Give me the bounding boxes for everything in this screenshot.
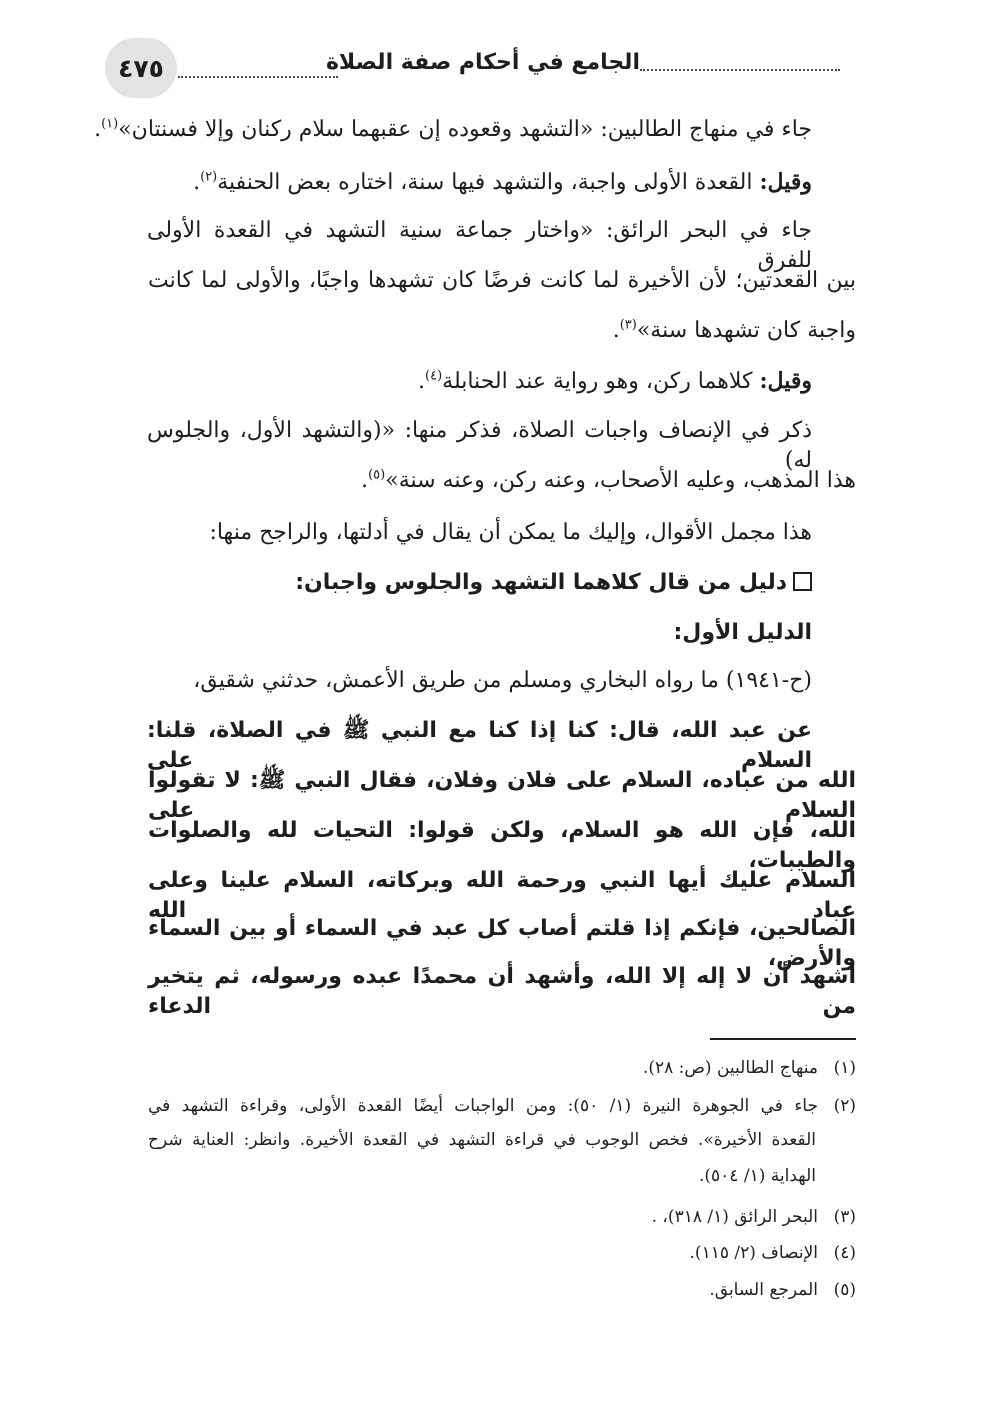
footnote-ref: (٤) [425,368,443,384]
hadith-line-6: أشهد أن لا إله إلا الله، وأشهد أن محمدًا عبده ورسوله، ثم يتخير من الدعاء [148,964,856,1019]
text: . [193,170,201,195]
header-leader-right [640,69,840,71]
footnote-ref: (٢) [200,169,218,185]
footnote-number: (١) [833,1058,856,1078]
text: دليل من قال كلاهما التشهد والجلوس واجبان: [295,570,787,595]
footnote-text: منهاج الطالبين (ص: ٢٨). [642,1058,818,1078]
text: . [418,369,426,394]
text: . [612,318,620,343]
page-number-badge [105,38,177,98]
header-leader-left [178,76,338,78]
section-heading [295,568,812,598]
body-line-5 [613,316,856,346]
text: واجبة كان تشهدها سنة» [636,318,856,343]
text: هذا المذهب، وعليه الأصحاب، وعنه ركن، وعنه سنة» [385,468,856,493]
hadith-line-3: الله، فإن الله هو السلام، ولكن قولوا: التحيات لله والصلوات والطيبات، [148,818,856,873]
body-line-3: جاء في البحر الرائق: «واختار جماعة سنية التشهد في القعدة الأولى للفرق [147,218,812,273]
footnote-2-cont-2: الهداية (١/ ٥٠٤). [698,1166,816,1186]
hadith-line-1: عن عبد الله، قال: كنا إذا كنا مع النبي ﷺ في الصلاة، قلنا: السلام على [147,718,812,773]
body-line-8 [361,466,856,496]
footnote-3 [148,1203,856,1231]
text: كلاهما ركن، وهو رواية عند الحنابلة [442,369,760,394]
footnote-2-cont-1: القعدة الأخيرة». فخص الوجوب في قراءة التشهد في القعدة الأخيرة. وانظر: العناية شرح [148,1130,816,1150]
body-line-9: هذا مجمل الأقوال، وإليك ما يمكن أن يقال في أدلتها، والراجح منها: [209,520,812,545]
running-header-title: الجامع في أحكام صفة الصلاة [325,50,640,75]
body-line-2 [193,167,812,198]
footnote-5 [148,1276,856,1304]
footnote-text: جاء في الجوهرة النيرة (١/ ٥٠): ومن الواجبات أيضًا القعدة الأولى، وقراءة التشهد في [148,1096,818,1116]
footnote-ref: (١) [101,116,119,132]
body-line-1 [94,115,812,145]
body-line-6 [418,366,812,397]
footnote-separator [710,1038,856,1040]
footnote-text: المرجع السابق. [709,1280,818,1300]
body-line-4: بين القعدتين؛ لأن الأخيرة لما كانت فرضًا كان تشهدها واجبًا، والأولى لما كانت [148,268,856,293]
checkbox-square-icon [793,572,812,591]
text: . [94,117,102,142]
footnote-2 [148,1092,856,1120]
subsection-heading: الدليل الأول: [673,620,812,645]
footnote-text: الإنصاف (٢/ ١١٥). [689,1243,818,1263]
page-number: ٤٧٥ [118,53,164,83]
footnote-4 [148,1239,856,1267]
footnote-number: (٤) [833,1243,856,1263]
text: . [361,468,369,493]
lead-word: وقيل: [759,169,812,195]
hadith-line-2: الله من عباده، السلام على فلان وفلان، فقال النبي ﷺ: لا تقولوا السلام على [148,768,856,823]
footnote-ref: (٣) [619,317,637,333]
footnote-number: (٣) [833,1207,856,1227]
hadith-line-5: الصالحين، فإنكم إذا قلتم أصاب كل عبد في السماء أو بين السماء والأرض، [148,916,856,971]
footnote-ref: (٥) [368,467,386,483]
footnote-number: (٥) [833,1280,856,1300]
lead-word: وقيل: [759,368,812,394]
footnote-1 [148,1054,856,1082]
footnote-text: البحر الرائق (١/ ٣١٨)، . [651,1207,818,1227]
hadith-line-4: السلام عليك أيها النبي ورحمة الله وبركاته، السلام علينا وعلى عباد الله [148,868,856,923]
text: القعدة الأولى واجبة، والتشهد فيها سنة، اختاره بعض الحنفية [217,170,760,195]
body-line-7: ذكر في الإنصاف واجبات الصلاة، فذكر منها: «(والتشهد الأول، والجلوس له) [147,418,812,473]
footnote-number: (٢) [833,1096,856,1116]
hadith-intro-line: (ح-١٩٤١) ما رواه البخاري ومسلم من طريق الأعمش، حدثني شقيق، [193,668,812,693]
text: جاء في منهاج الطالبين: «التشهد وقعوده إن عقبهما سلام ركنان وإلا فسنتان» [118,117,812,142]
